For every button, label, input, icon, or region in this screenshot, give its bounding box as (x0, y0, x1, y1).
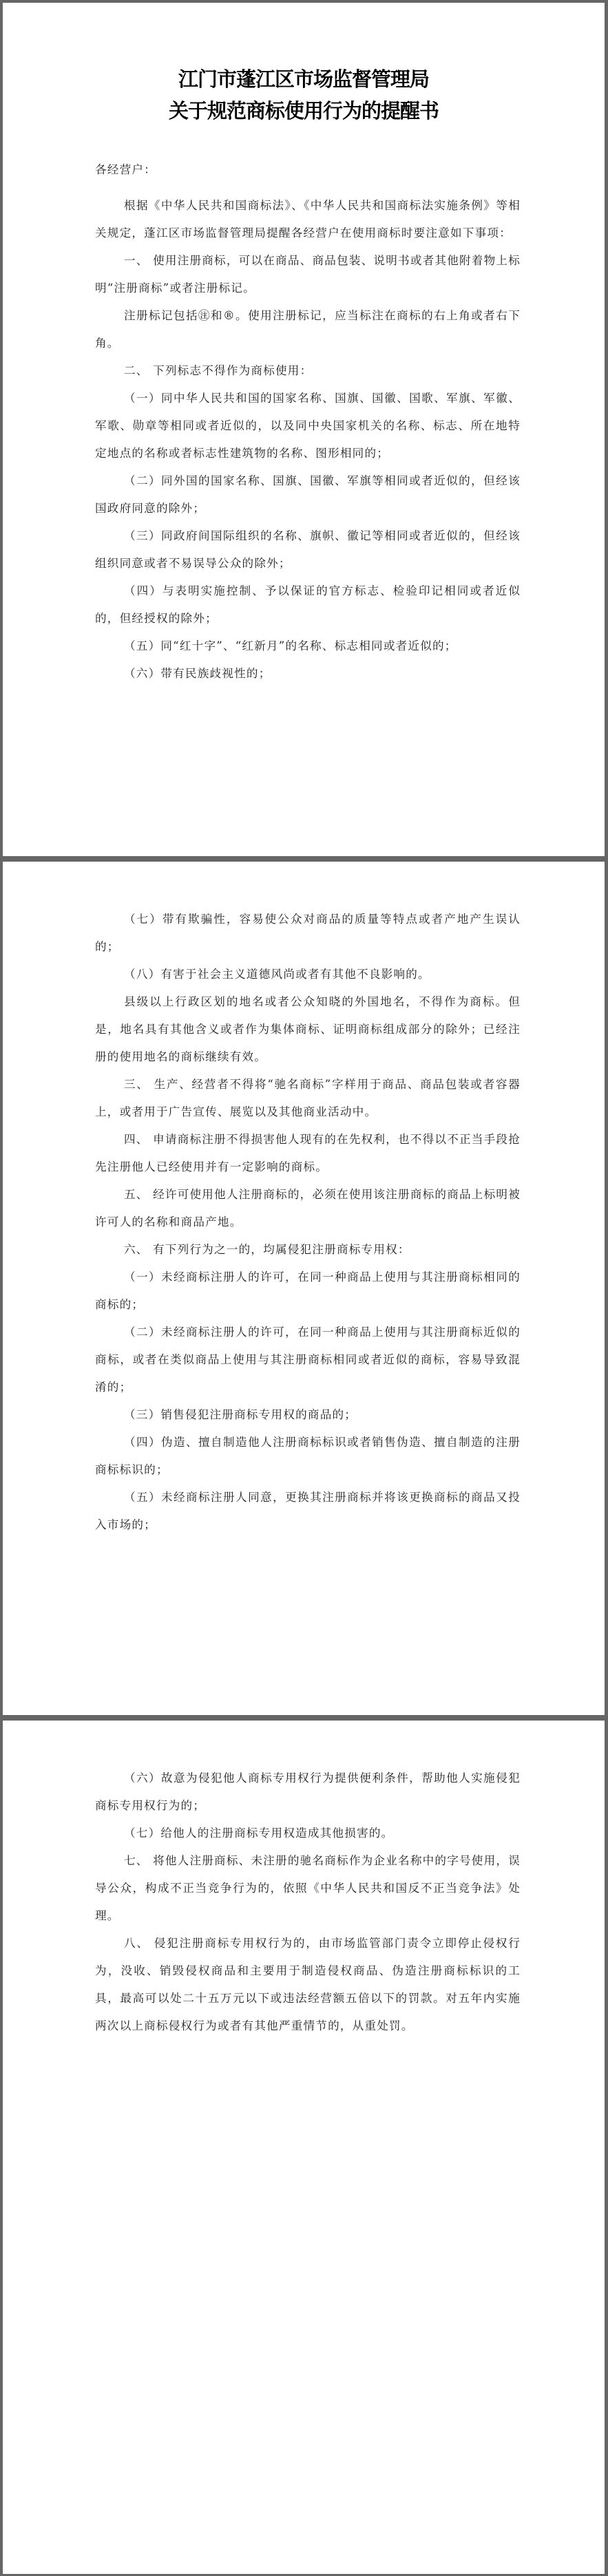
paragraph: （二）同外国的国家名称、国旗、国徽、军旗等相同或者近似的，但经该国政府同意的除外； (95, 474, 521, 515)
paragraph: （四）伪造、擅自制造他人注册商标标识或者销售伪造、擅自制造的注册商标标识的； (95, 1436, 521, 1476)
page-body (95, 906, 521, 1539)
document-page-3 (3, 1721, 605, 2574)
paragraph: 二、 下列标志不得作为商标使用： (124, 364, 313, 377)
paragraph: 七、 将他人注册商标、未注册的驰名商标作为企业名称中的字号使用，误导公众，构成不正当竞争行为的，依照《中华人民共和国反不正当竞争法》处理。 (95, 1854, 521, 1922)
paragraph: （三）同政府间国际组织的名称、旗帜、徽记等相同或者近似的，但经该组织同意或者不易误导公众的除外； (95, 529, 521, 570)
paragraph: （一）同中华人民共和国的国家名称、国旗、国徽、国歌、军旗、军徽、军歌、勋章等相同或者近似的，以及同中央国家机关的名称、标志、所在地特定地点的名称或者标志性建筑物的名称、图形相同的； (95, 392, 521, 460)
page-body (95, 1765, 521, 2040)
paragraph: 三、 生产、经营者不得将“驰名商标”字样用于商品、商品包装或者容器上，或者用于广告宣传、展览以及其他商业活动中。 (95, 1078, 521, 1118)
document-title-line-2: 关于规范商标使用行为的提醒书 (168, 99, 439, 123)
paragraph: 县级以上行政区划的地名或者公众知晓的外国地名，不得作为商标。但是，地名具有其他含义或者作为集体商标、证明商标组成部分的除外；已经注册的使用地名的商标继续有效。 (95, 995, 521, 1063)
paragraph: 六、 有下列行为之一的，均属侵犯注册商标专用权： (124, 1243, 410, 1256)
paragraph: （五）未经商标注册人同意，更换其注册商标并将该更换商标的商品又投入市场的； (95, 1491, 521, 1531)
document-page-1 (3, 3, 605, 856)
document-page-2 (3, 862, 605, 1715)
document-title-line-1: 江门市蓬江区市场监督管理局 (178, 67, 429, 91)
paragraph: 一、 使用注册商标，可以在商品、商品包装、说明书或者其他附着物上标明“注册商标”或者注册标记。 (95, 254, 521, 295)
paragraph: （六）故意为侵犯他人商标专用权行为提供便利条件，帮助他人实施侵犯商标专用权行为的； (95, 1771, 521, 1812)
paragraph: （五）同“红十字”、“红新月”的名称、标志相同或者近似的； (124, 639, 457, 652)
paragraph: 四、 申请商标注册不得损害他人现有的在先权利，也不得以不正当手段抢先注册他人已经使用并有一定影响的商标。 (95, 1133, 521, 1173)
page-body (95, 156, 521, 688)
paragraph: 根据《中华人民共和国商标法》、《中华人民共和国商标法实施条例》等相关规定，蓬江区市场监督管理局提醒各经营户在使用商标时要注意如下事项： (95, 199, 521, 239)
paragraph: 五、 经许可使用他人注册商标的，必须在使用该注册商标的商品上标明被许可人的名称和商品产地。 (95, 1188, 521, 1228)
paragraph: （一）未经商标注册人的许可，在同一种商品上使用与其注册商标相同的商标的； (95, 1270, 521, 1311)
greeting: 各经营户： (95, 163, 156, 176)
paragraph: 八、 侵犯注册商标专用权行为的，由市场监管部门责令立即停止侵权行为，没收、销毁侵权商品和主要用于制造侵权商品、伪造注册商标标识的工具，最高可以处二十五万元以下或违法经营额五倍以下的罚款。对五年内实施两次以上商标侵权行为或者有其他严重情节的，从重处罚。 (95, 1937, 521, 2032)
paragraph: （七）带有欺骗性，容易使公众对商品的质量等特点或者产地产生误认的； (95, 913, 521, 953)
paragraph: 注册标记包括㊟和®。使用注册标记，应当标注在商标的右上角或者右下角。 (95, 309, 521, 350)
paragraph: （三）销售侵犯注册商标专用权的商品的； (124, 1408, 357, 1421)
paragraph: （四）与表明实施控制、予以保证的官方标志、检验印记相同或者近似的，但经授权的除外； (95, 584, 521, 625)
paragraph: （六）带有民族歧视性的； (124, 667, 271, 680)
paragraph: （二）未经商标注册人的许可，在同一种商品上使用与其注册商标近似的商标，或者在类似商品上使用与其注册商标相同或者近似的商标，容易导致混淆的； (95, 1326, 521, 1394)
paragraph: （七）给他人的注册商标专用权造成其他损害的。 (124, 1827, 394, 1840)
paragraph: （八）有害于社会主义道德风尚或者有其他不良影响的。 (124, 968, 430, 981)
